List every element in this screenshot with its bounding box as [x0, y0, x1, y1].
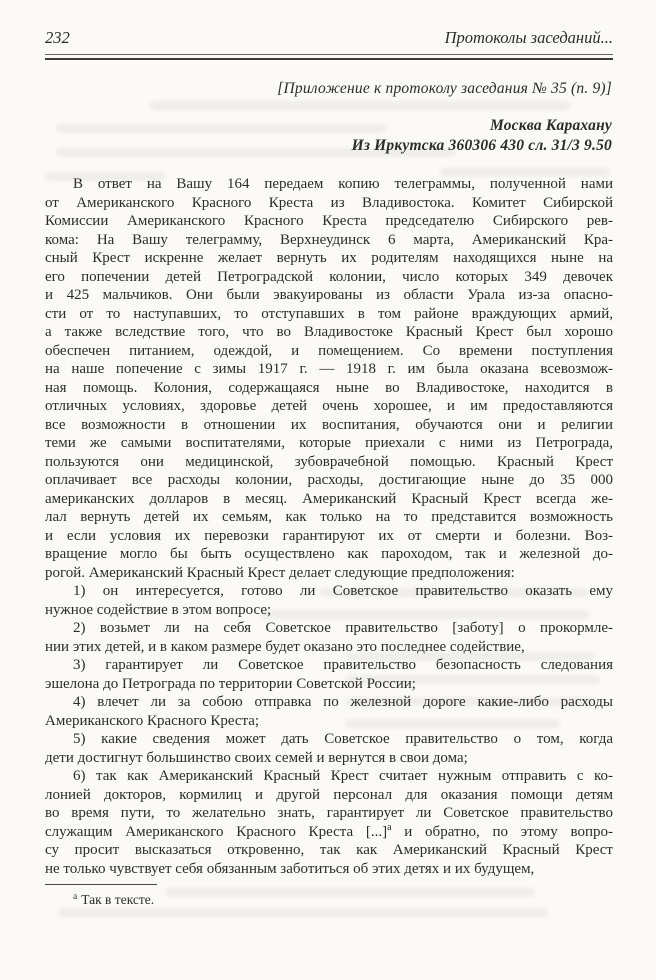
text-line: пользуются они медицинской, зубоврачебной помощью. Красный Крест: [45, 453, 613, 470]
text-line: и если условия их перевозки гарантируют их от смерти и болезни. Воз-: [45, 527, 613, 544]
body-paragraph-item-2: [45, 619, 613, 656]
text-line: 5) какие сведения может дать Советское правительство о том, когда: [73, 731, 613, 747]
text-line: эшелона до Петрограда по территории Советской России;: [45, 675, 416, 692]
text-line: кома: На Вашу телеграмму, Верхнеудинск 6 марта, Американский Кра-: [45, 231, 613, 248]
text-line: вращение могло бы быть осуществлено как пароходом, так и железной до-: [45, 546, 613, 562]
text-line: служащим Американского Красного Креста [...]$^а$ и обратно, по этому вопро-: [45, 821, 613, 840]
text-line: а также вследствие того, что во Владивостоке Красный Крест был хорошо: [45, 324, 613, 340]
text-line: отличных условиях, здоровье детей очень хорошее, и им предоставляются: [45, 398, 613, 414]
bleed-through-artifact: [58, 908, 548, 917]
text-line: американских долларов в месяц. Американский Красный Крест всегда же-: [45, 490, 613, 507]
text-line: Комиссии Американского Красного Креста председателю Сибирского рев-: [45, 213, 613, 229]
text-line: и 425 мальчиков. Они были эвакуированы из области Урала из-за опасно-: [45, 287, 613, 303]
body-paragraph: [45, 175, 613, 582]
bleed-through-artifact: [56, 124, 386, 133]
address-to: Москва Карахану: [489, 117, 612, 134]
body-paragraph-item-3: [45, 656, 613, 693]
body-paragraph-item-1: [45, 582, 613, 619]
bleed-through-artifact: [150, 101, 570, 110]
text-line: обеспечен питанием, одеждой, и помещением. Со времени поступления: [45, 342, 613, 359]
text-line: на наше попечение с зимы 1917 г. — 1918 г. им была оказана всевозмож-: [45, 361, 613, 377]
text-line: 4) влечет ли за собою отправка по железной дороге какие-либо расходы: [73, 694, 613, 710]
text-line: от Американского Красного Креста из Владивостока. Комитет Сибирской: [45, 194, 613, 211]
footnote-reference-marker: а: [387, 821, 392, 833]
text-line: все возможности в отношении их воспитания, обучаются они и религии: [45, 416, 613, 433]
text-line: не только чувствует себя обязанным заботиться об этих детях и их будущем,: [45, 860, 535, 877]
text-line: сти от то наступавших, то отступавших в том районе враждующих армий,: [45, 305, 613, 322]
attachment-heading: [Приложение к протоколу заседания № 35 (п. 9)]: [277, 80, 612, 97]
header-rule: [45, 54, 613, 60]
text-line: 6) так как Американский Красный Крест считает нужным отправить с ко-: [73, 768, 613, 784]
running-title: Протоколы заседаний...: [444, 28, 613, 47]
text-line: В ответ на Вашу 164 передаем копию телеграммы, полученной нами: [73, 176, 613, 192]
text-line: оплачивает все расходы колонии, расходы, достигающие ныне до 35 000: [45, 472, 613, 488]
running-head: [45, 28, 613, 48]
text-line: су просит высказаться откровенно, так как Американский Красный Крест: [45, 842, 613, 858]
text-line: 2) возьмет ли на себя Советское правительство [заботу] о прокормле-: [73, 620, 613, 636]
text-line: его попечении детей Петроградской колонии, число которых 349 девочек: [45, 268, 613, 285]
footnote: [45, 892, 613, 908]
footnote-text: Так в тексте.: [81, 892, 155, 907]
text-line: лал вернуть детей их семьям, как только на то представится возможность: [45, 509, 613, 525]
address-block: [352, 116, 612, 156]
text-line: ная помощь. Колония, содержащаяся ныне во Владивостоке, находится в: [45, 379, 613, 396]
footnote-marker: а: [73, 891, 78, 902]
body-paragraph-item-4: [45, 693, 613, 730]
text-line: дети достигнут большинство своих семей и вернутся в свои дома;: [45, 749, 468, 766]
page-number: 232: [45, 28, 70, 47]
text-line: 3) гарантирует ли Советское правительство безопасность следования: [73, 657, 613, 673]
text-line: лонией докторов, кормилиц и другой персонал для оказания помощи детям: [45, 786, 613, 803]
text-line: рогой. Американский Красный Крест делает следующие предположения:: [45, 564, 515, 581]
text-line: Американского Красного Креста;: [45, 712, 260, 729]
text-line: во время пути, то желательно знать, гарантирует ли Советское правительство: [45, 805, 613, 821]
document-body: [45, 175, 613, 878]
text-line: 1) он интересуется, готово ли Советское правительство оказать ему: [73, 583, 613, 599]
text-line: нии этих детей, и в каком размере будет оказано это последнее содействие,: [45, 638, 525, 655]
address-from: Из Иркутска 360306 430 сл. 31/3 9.50: [351, 137, 612, 154]
footnote-rule: [45, 884, 157, 885]
text-line: теми же самыми воспитателями, которые приехали с ними из Петрограда,: [45, 435, 613, 451]
text-line: нужное содействие в этом вопросе;: [45, 601, 272, 618]
text-line: сный Крест искренне желает вернуть их родителям находящихся ныне на: [45, 250, 613, 266]
body-paragraph-item-6: [45, 767, 613, 878]
body-paragraph-item-5: [45, 730, 613, 767]
